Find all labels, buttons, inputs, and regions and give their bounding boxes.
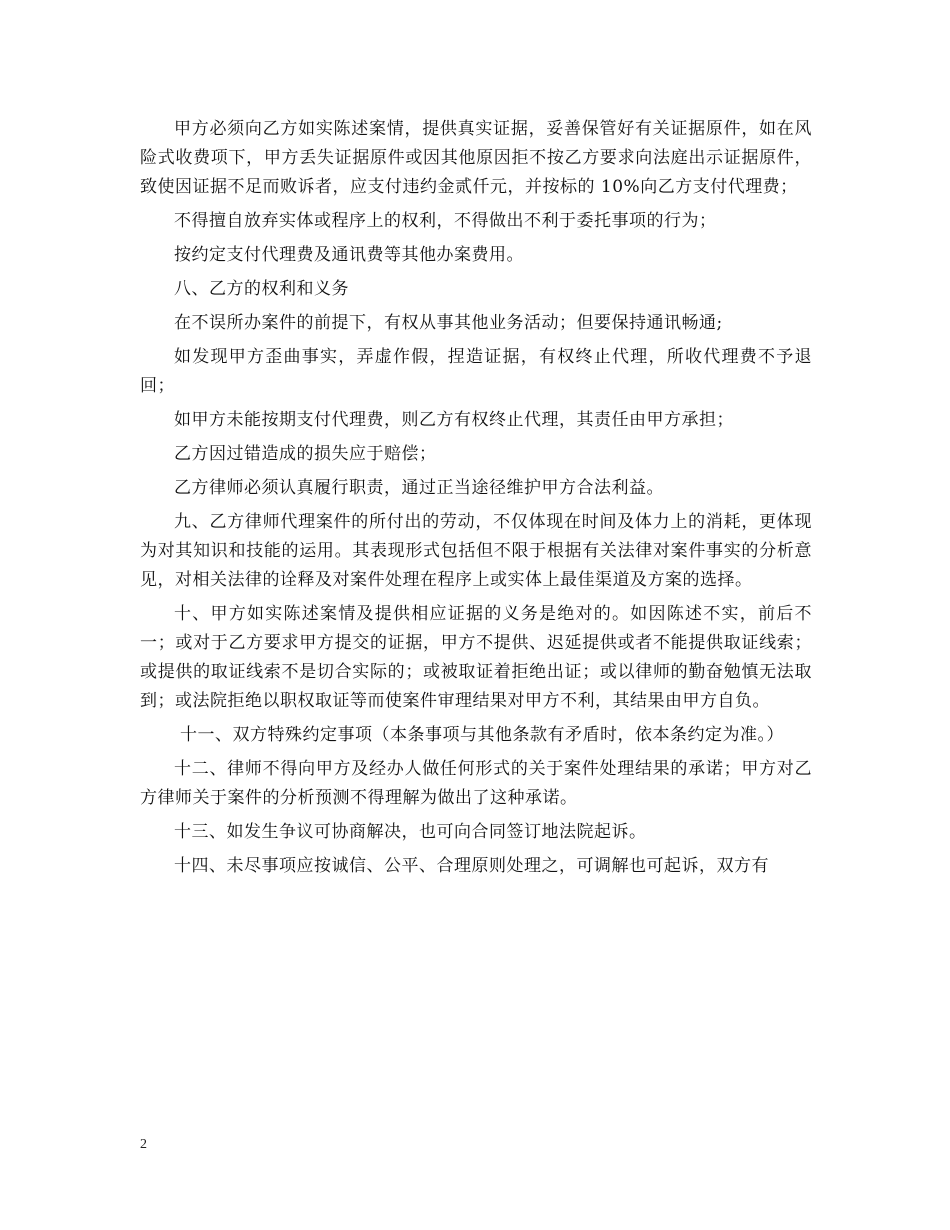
clause-nine: 九、乙方律师代理案件的所付出的劳动，不仅体现在时间及体力上的消耗，更体现为对其知识和技能的运用。其表现形式包括但不限于根据有关法律对案件事实的分析意见，对相关法律的诠释及对案件处理在程序上或实体上最佳渠道及方案的选择。 bbox=[140, 512, 812, 590]
clause-eleven: 十一、双方特殊约定事项（本条事项与其他条款有矛盾时，依本条约定为准。） bbox=[180, 725, 784, 745]
paragraph-terminate-on-nonpayment: 如甲方未能按期支付代理费，则乙方有权终止代理，其责任由甲方承担； bbox=[174, 410, 734, 430]
page-number: 2 bbox=[140, 1137, 147, 1152]
clause-ten: 十、甲方如实陈述案情及提供相应证据的义务是绝对的。如因陈述不实，前后不一；或对于乙方要求甲方提交的证据，甲方不提供、迟延提供或者不能提供取证线索；或提供的取证线索不是切合实际的；或被取证着拒绝出证；或以律师的勤奋勉慎无法取到；或法院拒绝以职权取证等而使案件审理结果对甲方不利，其结果由甲方自负。 bbox=[140, 604, 812, 711]
clause-thirteen: 十三、如发生争议可协商解决，也可向合同签订地法院起诉。 bbox=[174, 822, 647, 842]
paragraph-pay-fees: 按约定支付代理费及通讯费等其他办案费用。 bbox=[174, 245, 524, 265]
paragraph-no-waiver: 不得擅自放弃实体或程序上的权利，不得做出不利于委托事项的行为； bbox=[174, 211, 717, 231]
section-heading-party-b-rights: 八、乙方的权利和义务 bbox=[174, 279, 349, 299]
paragraph-evidence-duty: 甲方必须向乙方如实陈述案情，提供真实证据，妥善保管好有关证据原件，如在风险式收费项下，甲方丢失证据原件或因其他原因拒不按乙方要求向法庭出示证据原件，致使因证据不足而败诉者，应支付违约金贰仟元，并按标的 10%向乙方支付代理费； bbox=[140, 119, 812, 197]
clause-fourteen: 十四、未尽事项应按诚信、公平、合理原则处理之，可调解也可起诉，双方有 bbox=[174, 856, 769, 876]
paragraph-other-business: 在不误所办案件的前提下，有权从事其他业务活动；但要保持通讯畅通; bbox=[174, 313, 723, 333]
paragraph-compensation: 乙方因过错造成的损失应于赔偿； bbox=[174, 444, 437, 464]
clause-twelve: 十二、律师不得向甲方及经办人做任何形式的关于案件处理结果的承诺；甲方对乙方律师关于案件的分析预测不得理解为做出了这种承诺。 bbox=[140, 759, 812, 808]
paragraph-terminate-on-fraud: 如发现甲方歪曲事实，弄虚作假，捏造证据，有权终止代理，所收代理费不予退回； bbox=[140, 347, 812, 396]
document-body bbox=[140, 115, 812, 886]
paragraph-lawyer-duty: 乙方律师必须认真履行职责，通过正当途径维护甲方合法利益。 bbox=[174, 478, 664, 498]
